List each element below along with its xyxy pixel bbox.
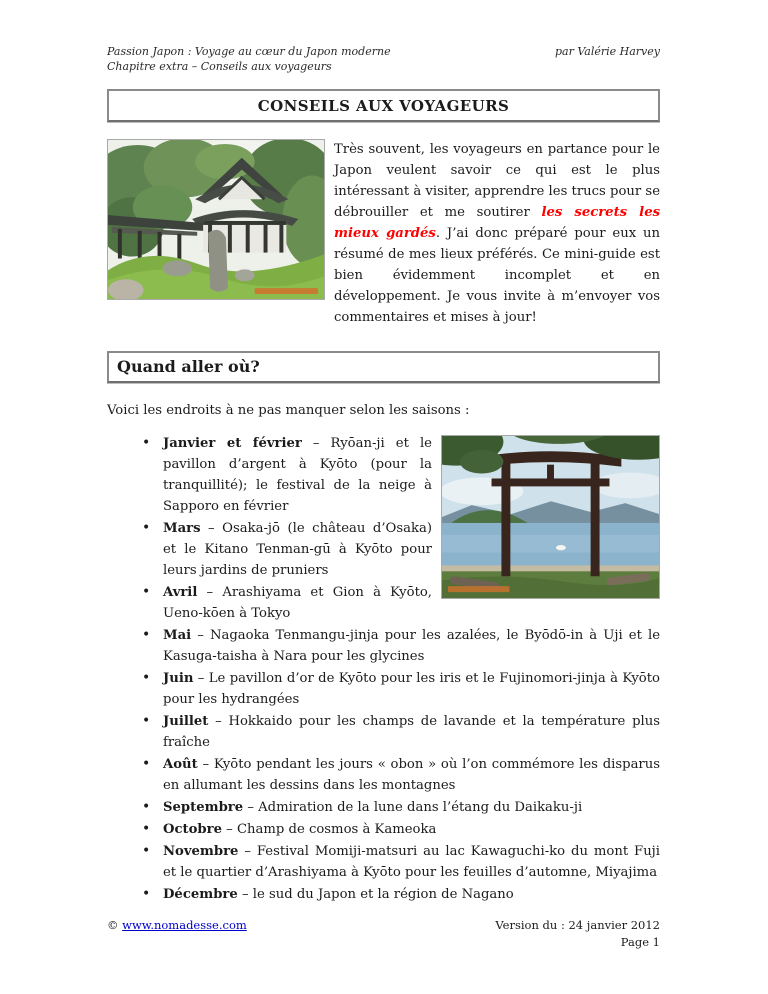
season-item: • Mai – Nagaoka Tenmangu-jinja pour les azalées, le Byōdō-in à Uji et le Kasuga-taisha à Nara pour les glycines: [140, 625, 660, 667]
page-header: [107, 44, 660, 74]
section-heading: Quand aller où?: [107, 351, 660, 383]
season-item: • Juin – Le pavillon d’or de Kyōto pour les iris et le Fujinomori-jinja à Kyōto pour les hydrangées: [140, 668, 660, 710]
document-title: CONSEILS AUX VOYAGEURS: [107, 89, 660, 122]
footer-copyright: [107, 917, 247, 951]
season-month: Mai: [163, 628, 192, 643]
intro-section: [107, 139, 660, 328]
intro-paragraph: [334, 139, 660, 328]
header-author: par Valérie Harvey: [554, 45, 660, 58]
page-footer: [107, 917, 660, 951]
season-month: Juillet: [163, 714, 209, 729]
header-chapter: Chapitre extra – Conseils aux voyageurs: [107, 60, 332, 73]
season-month: Décembre: [163, 887, 238, 902]
season-month: Août: [163, 757, 198, 772]
season-item: • Novembre – Festival Momiji-matsuri au lac Kawaguchi-ko du mont Fuji et le quartier d’Arashiyama à Kyōto pour les feuilles d’automne, Miyajima: [140, 841, 660, 883]
photo-watermark: [255, 288, 318, 294]
season-item: • Juillet – Hokkaido pour les champs de lavande et la température plus fraîche: [140, 711, 660, 753]
season-month: Avril: [163, 585, 198, 600]
intro-text-before: Très souvent, les voyageurs en partance pour le Japon veulent savoir ce qui est le plus intéressant à visiter, apprendre les trucs pour se débrouiller et me soutirer: [334, 142, 660, 220]
lead-sentence: Voici les endroits à ne pas manquer selon les saisons :: [107, 403, 470, 418]
season-month: Janvier et février: [163, 436, 302, 451]
header-left: [107, 44, 391, 74]
version-text: Version du : 24 janvier 2012: [495, 918, 660, 932]
season-item: • Avril – Arashiyama et Gion à Kyōto, Ueno-kōen à Tokyo: [140, 582, 660, 624]
intro-text-after: . J’ai donc préparé pour eux un résumé de mes lieux préférés. Ce mini-guide est bien évidemment incomplet et en développement. Je vous invite à m’envoyer vos commentaires et mises à jour!: [334, 226, 660, 325]
season-item: • Janvier et février – Ryōan-ji et le pavillon d’argent à Kyōto (pour la tranquillité); le festival de la neige à Sapporo en février: [140, 433, 660, 517]
season-item: • Mars – Osaka-jō (le château d’Osaka) et le Kitano Tenman-gū à Kyōto pour leurs jardins de pruniers: [140, 518, 660, 581]
season-month: Novembre: [163, 844, 239, 859]
temple-photo-illustration: [108, 140, 324, 299]
season-month: Octobre: [163, 822, 222, 837]
header-book-title: Passion Japon : Voyage au cœur du Japon moderne: [107, 45, 391, 58]
website-link[interactable]: www.nomadesse.com: [122, 918, 247, 932]
season-month: Juin: [163, 671, 194, 686]
season-item: • Décembre – le sud du Japon et la région de Nagano: [140, 884, 660, 905]
seasons-list: [140, 433, 660, 905]
season-item: • Septembre – Admiration de la lune dans l’étang du Daikaku-ji: [140, 797, 660, 818]
season-item: • Août – Kyōto pendant les jours « obon » où l’on commémore les disparus en allumant les dessins dans les montagnes: [140, 754, 660, 796]
copyright-symbol: ©: [107, 918, 119, 932]
page-number: Page 1: [620, 935, 660, 949]
temple-photo: [107, 139, 325, 300]
footer-version-block: [495, 917, 660, 951]
intro-highlight: les secrets les mieux gardés: [334, 205, 661, 241]
season-month: Mars: [163, 521, 201, 536]
season-month: Septembre: [163, 800, 244, 815]
seasons-section: [107, 433, 660, 906]
season-item: • Octobre – Champ de cosmos à Kameoka: [140, 819, 660, 840]
